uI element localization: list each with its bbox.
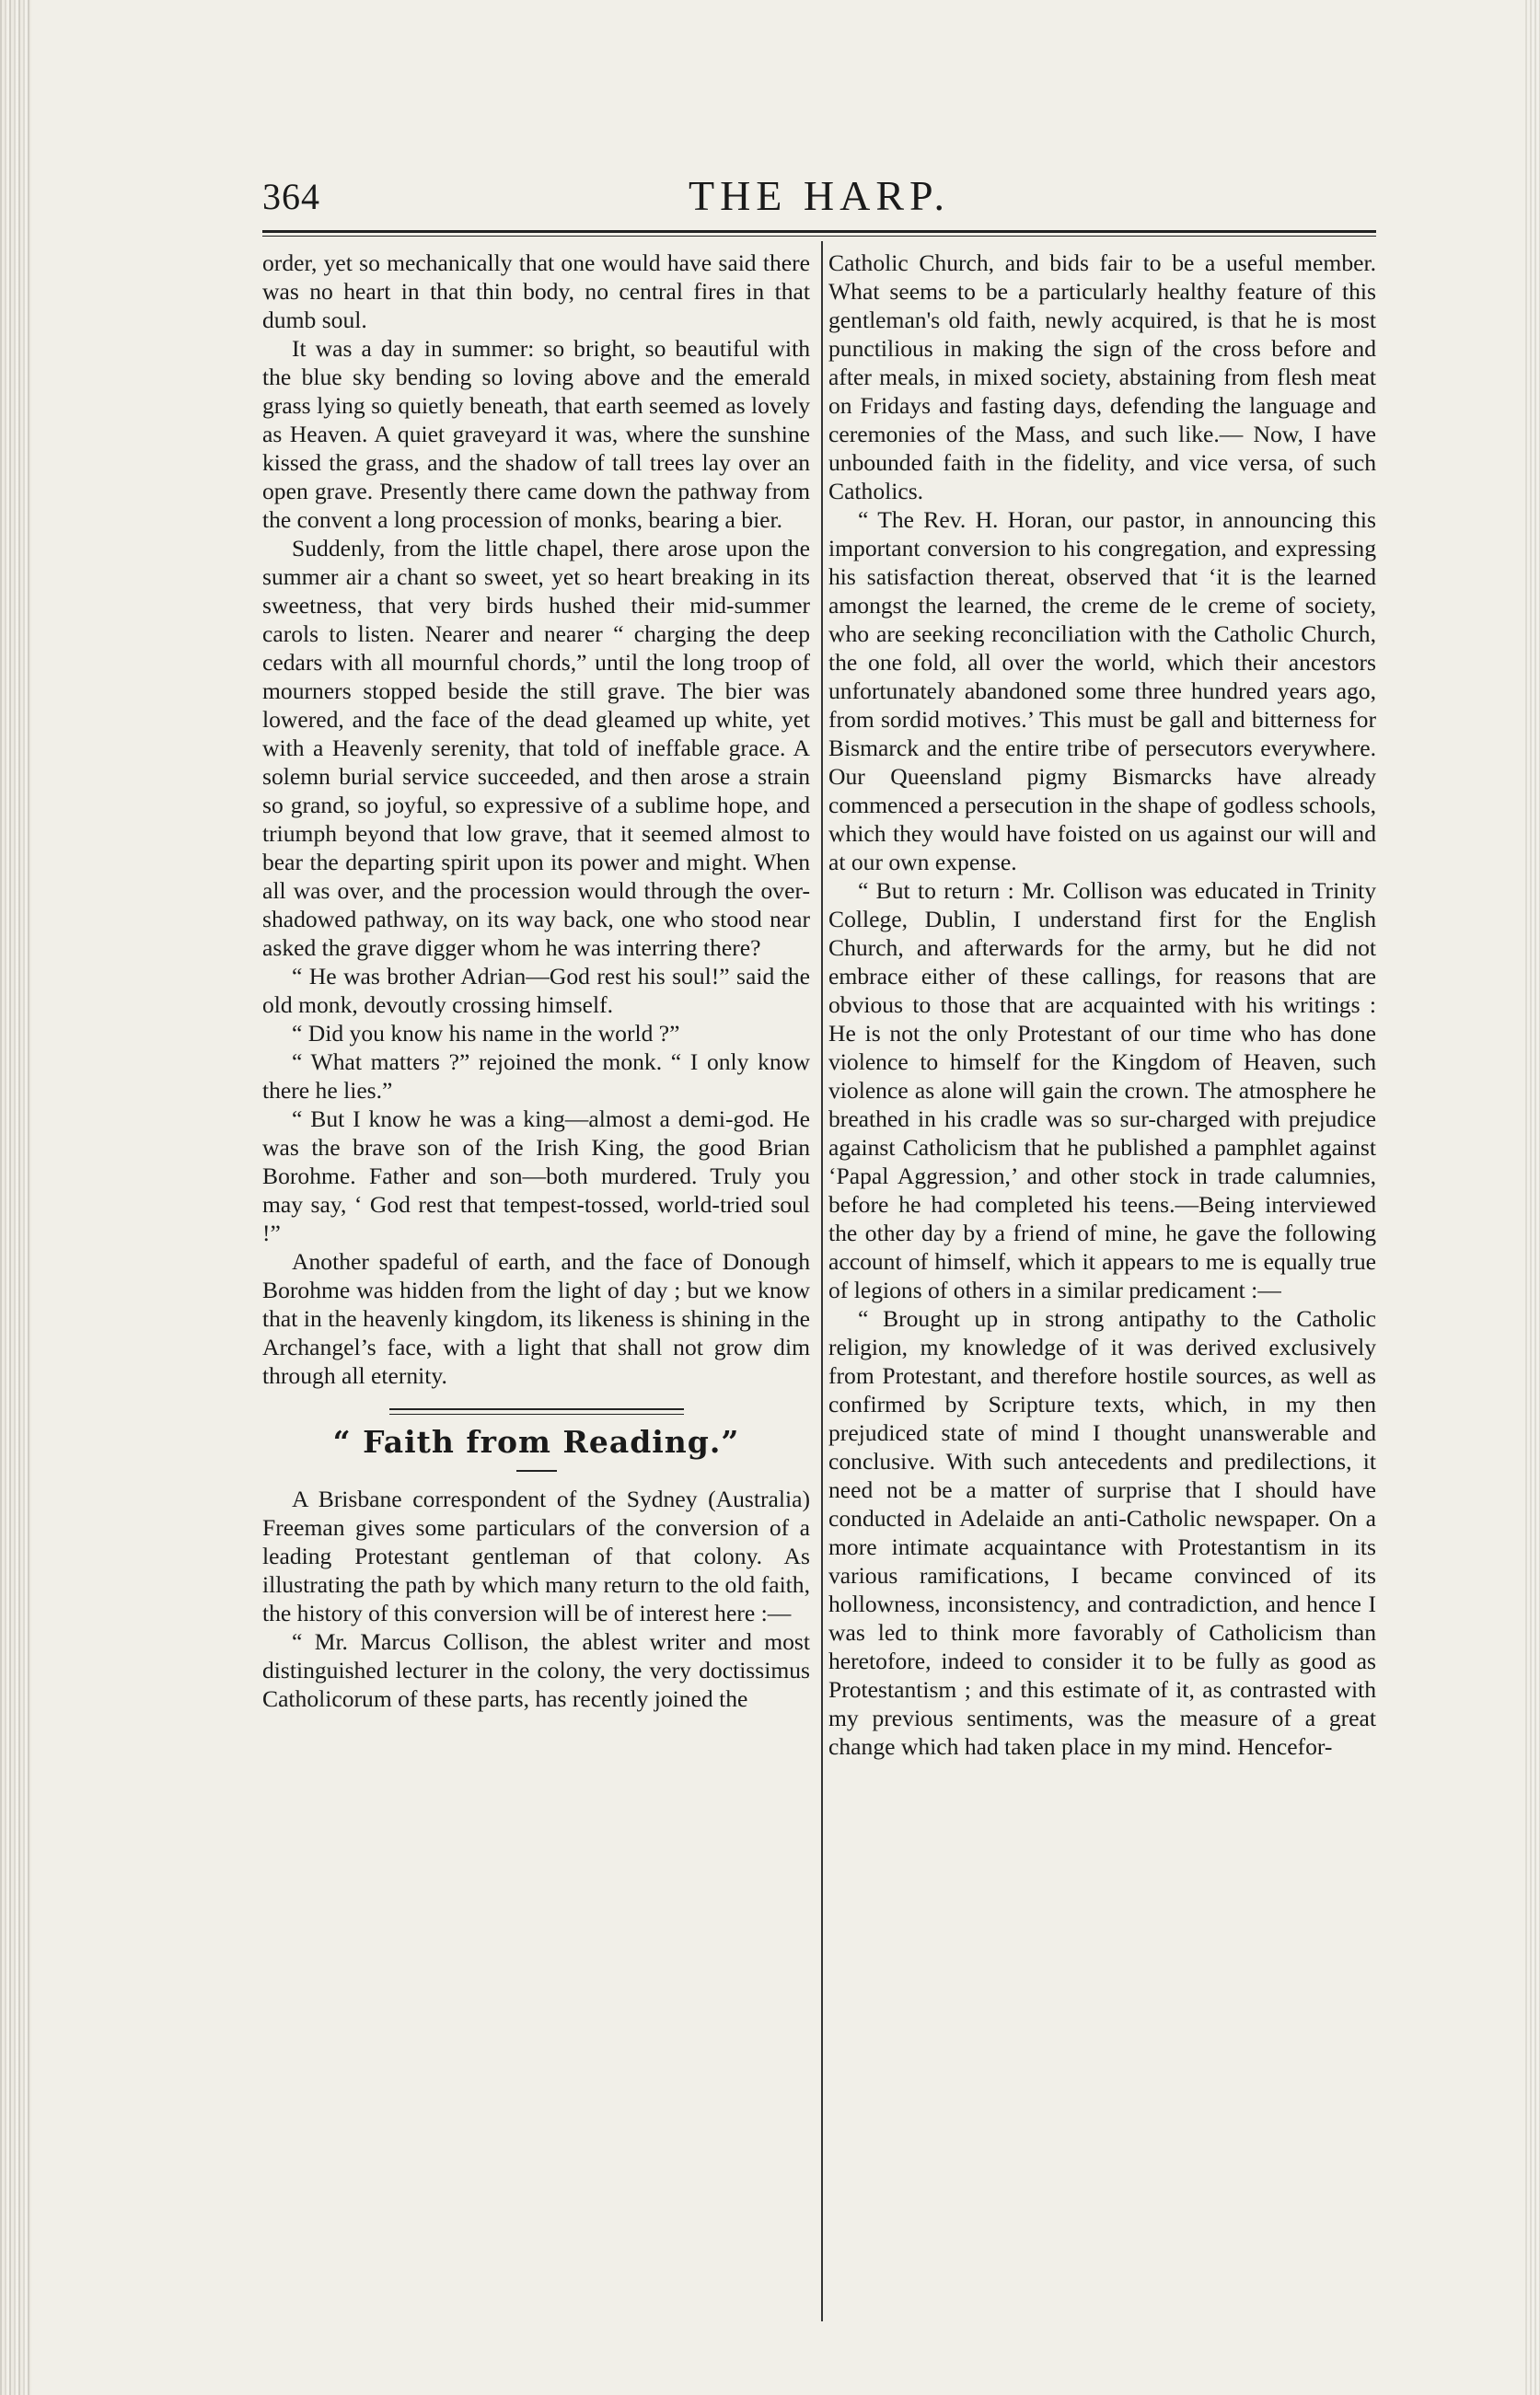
page-number: 364	[262, 176, 320, 217]
column-divider	[821, 241, 823, 2321]
page-edge-left	[0, 0, 31, 2395]
left-column	[262, 249, 810, 2315]
article-paragraph: “ The Rev. H. Horan, our pastor, in announcing this important conversion to his congregation, and expressing his satisfaction thereat, observed that ‘it is the learned amongst the learned, the creme de le creme of society, who are seeking reconciliation with the Catholic Church, the one fold, all over the world, which their ancestors unfortunately abandoned some three hundred years ago, from sordid motives.’ This must be gall and bitterness for Bismarck and the entire tribe of persecutors everywhere. Our Queensland pigmy Bismarcks have already commenced a persecution in the shape of godless schools, which they would have foisted on us against our will and at our own expense.	[828, 506, 1376, 875]
page-header	[262, 171, 1376, 226]
article-paragraph: Catholic Church, and bids fair to be a useful member. What seems to be a particularly healthy feature of this gentleman's old faith, newly acquired, is that he is most punctilious in making the sign of the cross before and after meals, in mixed society, abstaining from flesh meat on Fridays and fasting days, defending the language and ceremonies of the Mass, and such like.— Now, I have unbounded faith in the fidelity, and vice versa, of such Catholics.	[828, 249, 1376, 504]
journal-title: THE HARP.	[688, 172, 951, 219]
article-paragraph: A Brisbane correspondent of the Sydney (Australia) Freeman gives some particulars of the conversion of a leading Protestant gentleman of that colony. As illustrating the path by which many return to the old faith, the history of this conversion will be of interest here :—	[262, 1486, 810, 1626]
page-edge-right	[1525, 0, 1540, 2395]
header-rule	[262, 230, 1376, 237]
article-paragraph: “ But I know he was a king—almost a demi-god. He was the brave son of the Irish King, the good Brian Borohme. Father and son—both murdered. Truly you may say, ‘ God rest that tempest-tossed, world-tried soul !”	[262, 1105, 810, 1246]
article-paragraph: Another spadeful of earth, and the face of Donough Borohme was hidden from the light of day ; but we know that in the heavenly kingdom, its likeness is shining in the Archangel’s face, with a light that shall not grow dim through all eternity.	[262, 1248, 810, 1389]
section-heading: “ Faith from Reading.”	[332, 1424, 740, 1460]
article-paragraph: order, yet so mechanically that one would have said there was no heart in that thin body, no central fires in that dumb soul.	[262, 249, 810, 333]
article-paragraph: “ What matters ?” rejoined the monk. “ I only know there he lies.”	[262, 1048, 810, 1104]
heading-underline	[516, 1470, 557, 1472]
article-paragraph: “ Mr. Marcus Collison, the ablest writer and most distinguished lecturer in the colony, the very doctissimus Catholicorum of these parts, has recently joined the	[262, 1628, 810, 1712]
article-paragraph: “ Brought up in strong antipathy to the Catholic religion, my knowledge of it was derived exclusively from Protestant, and therefore hostile sources, as well as confirmed by Scripture texts, which, in my then prejudiced state of mind I thought unanswerable and conclusive. With such antecedents and predilections, it need not be a matter of surprise that I should have conducted in Adelaide an anti-Catholic newspaper. On a more intimate acquaintance with Protestantism in its various ramifications, I became convinced of its hollowness, inconsistency, and contradiction, and hence I was led to think more favorably of Catholicism than heretofore, indeed to consider it to be fully as good as Protestantism ; and this estimate of it, as contrasted with my previous sentiments, was the measure of a great change which had taken place in my mind. Hencefor-	[828, 1305, 1376, 1760]
article-paragraph: “ But to return : Mr. Collison was educated in Trinity College, Dublin, I understand first for the English Church, and afterwards for the army, but he did not embrace either of these callings, for reasons that are obvious to those that are acquainted with his writings : He is not the only Protestant of our time who has done violence to himself for the Kingdom of Heaven, such violence as alone will gain the crown. The atmosphere he breathed in his cradle was so sur-charged with prejudice against Catholicism that he published a pamphlet against ‘Papal Aggression,’ and other stock in trade calumnies, before he had completed his teens.—Being interviewed the other day by a friend of mine, he gave the following account of himself, which it appears to me is equally true of legions of others in a similar predicament :—	[828, 877, 1376, 1303]
right-column	[828, 249, 1376, 2315]
article-paragraph: Suddenly, from the little chapel, there arose upon the summer air a chant so sweet, yet so heart breaking in its sweetness, that very birds hushed their mid-summer carols to listen. Nearer and nearer “ charging the deep cedars with all mournful chords,” until the long troop of mourners stopped beside the still grave. The bier was lowered, and the face of the dead gleamed up white, yet with a Heavenly serenity, that told of ineffable grace. A solemn burial service succeeded, and then arose a strain so grand, so joyful, so expressive of a sublime hope, and triumph beyond that low grave, that it seemed almost to bear the departing spirit upon its power and might. When all was over, and the procession would through the over-shadowed pathway, on its way back, one who stood near asked the grave digger whom he was interring there?	[262, 535, 810, 961]
section-divider	[389, 1408, 684, 1415]
article-paragraph: “ He was brother Adrian—God rest his soul!” said the old monk, devoutly crossing himself.	[262, 963, 810, 1018]
article-paragraph: It was a day in summer: so bright, so beautiful with the blue sky bending so loving above and the emerald grass lying so quietly beneath, that earth seemed as lovely as Heaven. A quiet graveyard it was, where the sunshine kissed the grass, and the shadow of tall trees lay over an open grave. Presently there came down the pathway from the convent a long procession of monks, bearing a bier.	[262, 335, 810, 533]
article-paragraph: “ Did you know his name in the world ?”	[292, 1020, 680, 1047]
